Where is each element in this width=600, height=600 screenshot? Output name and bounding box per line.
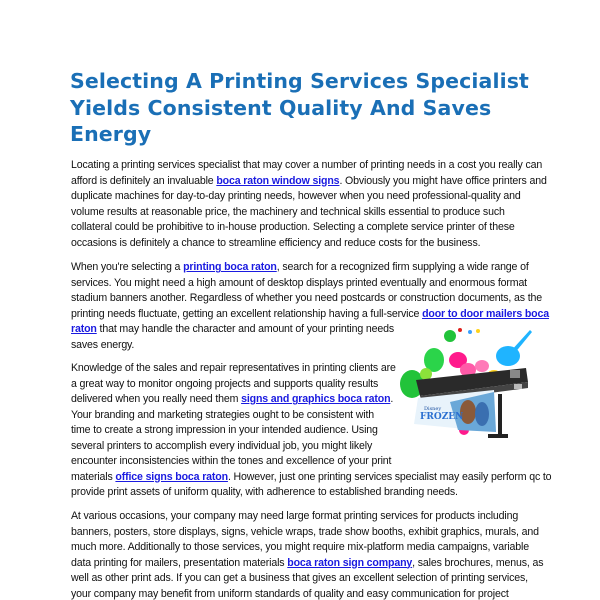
text-run: printing needs fluctuate, getting an excellent relationship having a full-service <box>71 307 423 320</box>
inline-link[interactable]: door to door mailers boca <box>422 307 549 320</box>
text-run: well as other print ads. If you can get a business that gives an excellent selection of printing services, <box>71 572 528 584</box>
text-run: your company may benefit from uniform standards of quality and easy communication for project <box>71 587 509 600</box>
inline-link[interactable]: raton <box>71 323 97 335</box>
text-run: Locating a printing services specialist that may cover a number of printing needs in a cost you really can <box>71 159 543 171</box>
article-title <box>70 68 540 148</box>
text-line <box>71 571 543 587</box>
text-run: time to create a strong impression in your intended audience. Using <box>71 424 378 436</box>
text-run: duplicate machines for day-to-day printing needs, however when you need professional-quality and <box>71 190 521 202</box>
text-line <box>71 174 547 190</box>
text-run: . Obviously you might have office printers and <box>339 174 547 187</box>
inline-link[interactable]: printing boca raton <box>183 261 277 273</box>
text-line <box>71 158 547 174</box>
inline-link[interactable]: signs and graphics boca raton <box>241 393 391 405</box>
text-line <box>71 220 547 236</box>
text-line <box>71 205 547 221</box>
text-run: . However, just one printing services specialist may easily perform qc to <box>227 470 552 483</box>
text-run: delivered when you really need them <box>71 393 242 405</box>
text-run: stadium banners another. Regardless of whether you need postcards or construction documents, as the <box>71 292 542 304</box>
text-run: collateral could be prohibitive to in-house production. Selecting a complete service printer of these <box>71 221 515 233</box>
text-run: volume results at reasonable price, the machinery and technical skills essential to produce such <box>71 205 505 218</box>
text-line <box>71 260 549 276</box>
text-line <box>71 276 549 292</box>
text-line <box>71 540 543 556</box>
text-run: , sales brochures, menus, as <box>412 556 544 569</box>
text-run: encounter inconsistencies within the tones and excellence of your print <box>71 455 392 467</box>
text-line <box>71 485 551 501</box>
title-line: Selecting A Printing Services Specialist <box>70 69 529 93</box>
text-run: Your branding and marketing strategies ought to be consistent with <box>71 408 375 421</box>
text-line <box>71 189 547 205</box>
text-line <box>71 509 543 525</box>
text-run: banners, posters, store displays, signs, vehicle wraps, trade show booths, exhibit graphics, murals, and <box>71 525 539 538</box>
text-line <box>71 454 551 470</box>
text-run: provide print assets of uniform quality, with adherence to established branding needs. <box>71 486 458 498</box>
text-run: . <box>390 393 394 405</box>
text-run: that may handle the character and amount of your printing needs <box>96 323 394 335</box>
text-run: saves energy. <box>71 338 135 351</box>
text-line <box>71 556 543 572</box>
text-run: occasions is definitely a chance to streamline efficiency and reduce costs for the business. <box>71 236 481 249</box>
text-run: afford is definitely an invaluable <box>71 174 217 187</box>
printer-image <box>398 322 538 442</box>
text-run: , search for a recognized firm supplying a wide range of <box>276 261 529 273</box>
title-line: Energy <box>70 122 152 146</box>
text-run: At various occasions, your company may need large format printing services for products including <box>71 510 519 522</box>
text-run: materials <box>71 470 116 483</box>
splash-green-small <box>444 330 456 342</box>
text-run: a great way to monitor ongoing projects and supports quality results <box>71 377 379 390</box>
text-line <box>71 470 551 486</box>
text-run: When you're selecting a <box>71 261 184 273</box>
text-run: services. You might need a high amount of desktop displays printed eventually and enormous format <box>71 276 527 289</box>
banner-brand: Disney <box>424 406 442 412</box>
text-line <box>71 291 549 307</box>
paragraph-1 <box>71 158 547 251</box>
text-line <box>71 307 549 323</box>
inline-link[interactable]: boca raton window signs <box>216 174 340 187</box>
inline-link[interactable]: office signs boca raton <box>115 470 228 483</box>
text-run: Knowledge of the sales and repair representatives in printing clients are <box>71 362 396 374</box>
text-run: several printers to accomplish every individual job, you might likely <box>71 439 373 452</box>
inline-link[interactable]: boca raton sign company <box>287 556 413 569</box>
paragraph-4 <box>71 509 543 600</box>
title-line: Yields Consistent Quality And Saves <box>70 95 492 120</box>
text-line <box>71 236 547 252</box>
text-run: much more. Additionally to those services, you might require mix-platform media campaigns, variable <box>71 541 529 553</box>
banner-title: FROZEN <box>420 412 464 422</box>
text-line <box>71 587 543 600</box>
text-line <box>71 525 543 541</box>
text-run: data printing for mailers, presentation materials <box>71 556 288 569</box>
